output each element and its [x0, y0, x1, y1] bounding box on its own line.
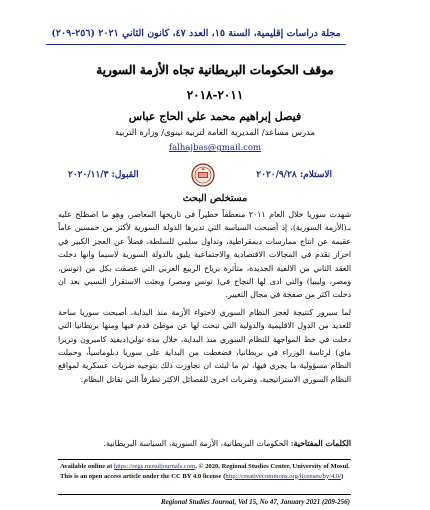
available-online-label: Available online at — [60, 463, 113, 470]
article-years: ٢٠١١-٢٠١٨ — [186, 88, 244, 102]
copyright-text: , © 2020, Regional Studies Center, University of Mosul. This is an open access article under the CC BY 4.0 license — [60, 463, 350, 480]
abstract-heading: مستخلص البحث — [182, 193, 248, 204]
abstract-paragraph-1: شهدت سوريا خلال العام ٢٠١١ منعطفاً خطيراً في تاريخها المعاصر، وهو ما اصطلح عليه بـ(الأزمة السورية)، إذ أصبحت السياسة التي تديرها الدولة السورية لأكثر من خمسين عاماً عقيمة عن انتاج ممارسات ديمقراطية، وتداول سلمي للسلطة، فضلاً عن العجز الكبير في احراز تقدم في المجالات الاقتصادية والاجتماعية يليق بالدولة السورية لاسيما وانها دخلت العقد الثاني من الالفية الجديدة، متأثرة برياح الربيع العربي التي عصفت بكل من (تونس، ومصر، وليبيا) والتي ادى لها النجاح في( تونس ومصر) وبعثت الاستقرار النسبي بعد ان دخلت اكثر من صفحة في مجال التغيير. — [58, 210, 351, 300]
keywords-text: الحكومات البريطانية، الأزمة السورية، السياسة البريطانية. — [103, 439, 289, 448]
university-seal-icon — [191, 163, 215, 187]
license-url-link[interactable]: http://creativecommons.org/licenses/by/4.0/ — [225, 472, 342, 480]
journal-citation: Regional Studies Journal, Vol 15, No 47, January 2021 (209-256) — [160, 498, 350, 506]
keywords-label: الكلمات المفتاحية: — [290, 439, 351, 448]
journal-url-link[interactable]: https://regs.mosuljournals.com — [113, 463, 196, 470]
abstract-paragraph-2: لما سيرور كنتيجة لعجز النظام السوري لاحتواء الأزمة منذ البداية، أصبحت سوريا ساحة للعديد من الدول الاقليمية والدولية التي تبحث لها عن موطئ قدم فيها ومنها بريطانيا التي دخلت في خط المواجهة للنظام السوري منذ البداية، خلال مدة تولي(ديفيد كاميرون وتريزا ماي) لرئاسة الوزراء في بريطانيا، فضغطت من البداية على سوريا دبلوماسياً، وحملت النظام مسؤولية ما يجري فيها، ثم ما لبثت ان تجاوزت ذلك بتوجيه ضربات عسكرية لمواقع النظام السوري الاستراتيجية، وضربات اخرى للفصائل الاكثر تطرفاً التي تقاتل النظام. — [58, 307, 351, 384]
license-note: Available online at https://regs.mosuljournals.com, © 2020, Regional Studies Center, University of Mosul. This is an open access article under the CC BY 4.0 license (http://creativecommons.org/licenses/by/4.0/) — [60, 463, 350, 480]
author-affiliation: مدرس مساعد/ المديرية العامة لتربية نينوى/ وزارة التربية — [114, 128, 316, 138]
accepted-date: القبول: ٢٠٢٠/١١/٣ — [68, 170, 139, 180]
received-date: الاستلام: ٢٠٢٠/٩/٢٨ — [256, 170, 332, 180]
keywords-line — [58, 438, 351, 450]
abstract-body — [58, 208, 351, 386]
article-title: موقف الحكومات البريطانية تجاه الأزمة السورية — [96, 63, 334, 77]
header-divider — [46, 44, 346, 45]
author-name: فيصل إبراهيم محمد علي الحاج عباس — [128, 110, 302, 123]
author-email-link[interactable]: falhajbas@gmail.com — [168, 143, 262, 153]
journal-header: مجلة دراسات إقليمية، السنة ١٥، العدد ٤٧، كانون الثاني ٢٠٢١ (٢٥٦-٢٠٩) — [51, 28, 341, 39]
footer-divider-top — [58, 459, 351, 460]
footer-divider-bottom — [58, 494, 351, 495]
